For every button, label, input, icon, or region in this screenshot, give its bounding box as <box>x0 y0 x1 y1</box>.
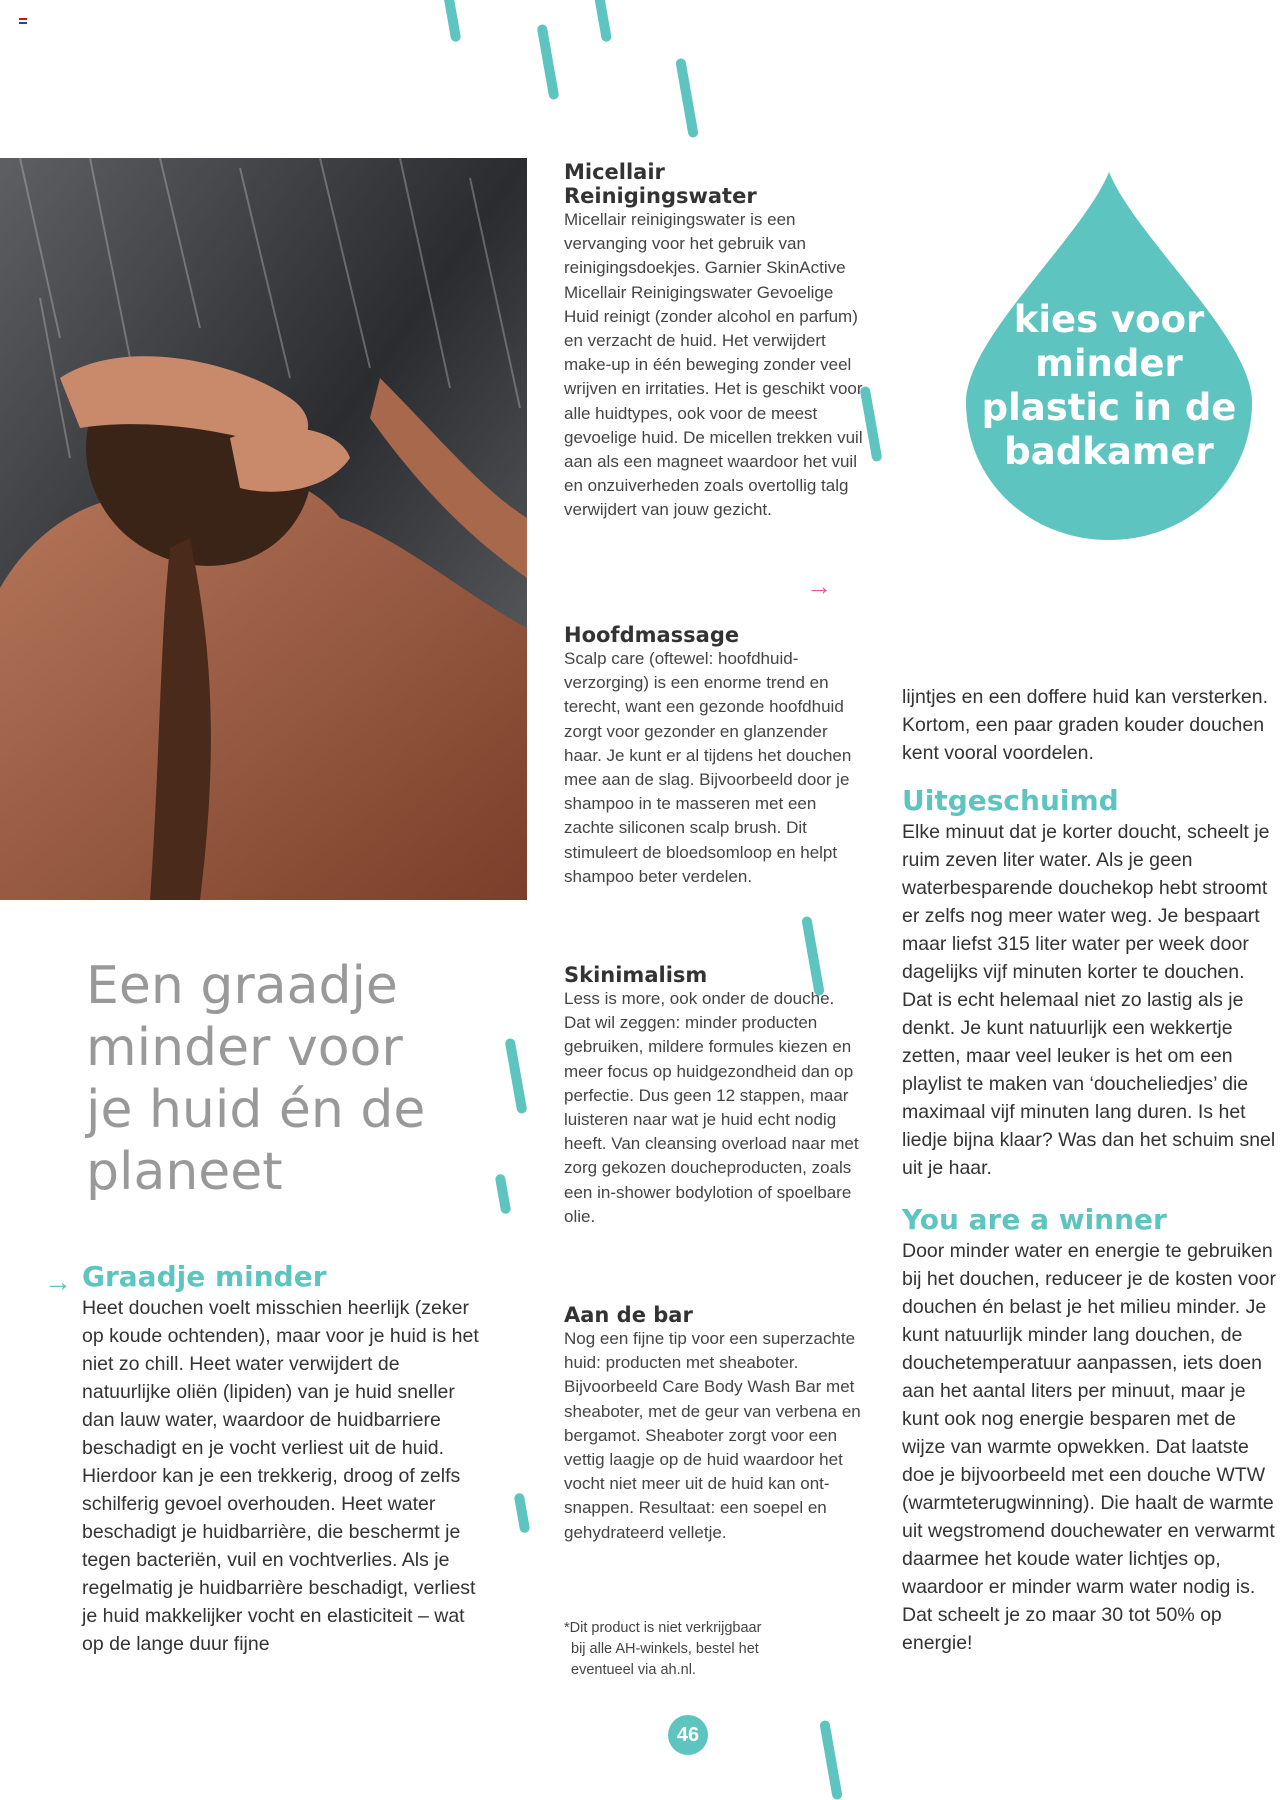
section-title: Skinimalism <box>564 963 708 987</box>
section-you-are-a-winner <box>902 1203 1278 1657</box>
section-hoofdmassage <box>564 623 864 889</box>
page-number: 46 <box>668 1715 708 1755</box>
water-drop-callout <box>966 168 1252 544</box>
footnote-line: bij alle AH-winkels, bestel het <box>571 1641 759 1657</box>
section-title: Micellair Reinigingswater <box>564 160 757 208</box>
col3-intro <box>902 683 1278 767</box>
footnote-line: eventueel via ah.nl. <box>571 1662 696 1678</box>
section-graadje-minder <box>82 1260 482 1658</box>
section-title: Uitgeschuimd <box>902 784 1119 817</box>
section-body: Heet douchen voelt misschien heerlijk (zeker op koude ochtenden), maar voor je huid is het niet zo chill. Heet water verwijdert de natuurlijke oliën (lipiden) van je huid sneller dan lauw water, waardoor de huidbarriere beschadigt en je vocht verliest uit de huid. Hierdoor kan je een trekkerig, droog of zelfs schilferig gevoel overhouden. Heet water beschadigt je huidbarrière, die beschermt je tegen bacteriën, vuil en vochtverlies. Als je regelmatig je huidbarrière beschadigt, verliest je huid makkelijker vocht en elasticiteit – wat op de lange duur fijne <box>82 1297 479 1655</box>
rain-dash-decoration <box>495 1173 512 1214</box>
dutch-flag-icon <box>19 18 27 24</box>
drop-text-line: kies voor <box>1013 298 1205 341</box>
drop-text-line: plastic in de <box>981 386 1237 429</box>
section-title: Hoofdmassage <box>564 623 740 647</box>
section-body: Nog een fijne tip voor een superzachte huid: producten met sheaboter. Bijvoorbeeld Care Body Wash Bar met sheaboter, met de geur van verbena en bergamot. Sheaboter zorgt voor een vettig laagje op de huid waardoor het vocht niet meer uit de huid kan ontsnappen. Resultaat: een soepel en gehydrateerd velletje. <box>564 1329 861 1542</box>
footnote <box>564 1618 824 1681</box>
rain-dash-decoration <box>514 1492 531 1533</box>
section-title: Graadje minder <box>82 1260 327 1293</box>
headline-line: minder voor <box>86 1018 403 1078</box>
section-body: lijntjes en een doffere huid kan versterken. Kortom, een paar graden kouder douchen kent vooral voordelen. <box>902 686 1269 764</box>
rain-dash-decoration <box>504 1038 527 1115</box>
section-body: Door minder water en energie te gebruiken bij het douchen, reduceer je de kosten voor douchen én belast je het milieu minder. Je kunt natuurlijk minder lang douchen, de douchetemperatuur aanpassen, iets doen aan het aantal liters per minuut, maar je kunt ook nog energie besparen met de wijze van warmte opwekken. Dat laatste doe je bijvoorbeeld met een douche WTW (warmteterugwinning). Die haalt de warmte uit wegstromend douchewater en verwarmt daarmee het koude water lichtjes op, waardoor er minder warm water nodig is. Dat scheelt je zo maar 30 tot 50% op energie! <box>902 1240 1276 1654</box>
rain-dash-decoration <box>536 24 559 101</box>
section-aan-de-bar <box>564 1303 864 1545</box>
section-uitgeschuimd <box>902 784 1278 1182</box>
section-micellair <box>564 160 864 523</box>
section-title: You are a winner <box>902 1203 1167 1236</box>
section-body: Scalp care (oftewel: hoofdhuidverzorging) is een enorme trend en terecht, want een gezonde hoofdhuid zorgt voor gezonder en glanzender haar. Je kunt er al tijdens het douchen mee aan de slag. Bijvoorbeeld door je shampoo in te masseren met een zachte siliconen scalp brush. Dit stimuleert de bloedsomloop en helpt shampoo beter verdelen. <box>564 649 852 886</box>
drop-text-line: minder <box>1035 342 1183 385</box>
headline-line: Een graadje <box>86 956 398 1016</box>
article-headline <box>86 955 486 1203</box>
section-body: Elke minuut dat je korter doucht, scheelt je ruim zeven liter water. Als je geen waterbesparende douchekop hebt stroomt er zelfs nog meer water weg. Je bespaart maar liefst 315 liter water per week door dagelijks vijf minuten korter te douchen. Dat is echt helemaal niet zo lastig als je denkt. Je kunt natuurlijk een wekkertje zetten, maar veel leuker is het om een playlist te maken van ‘doucheliedjes’ die maximaal vijf minuten lang duren. Is het liedje bijna klaar? Was dan het schuim snel uit je haar. <box>902 821 1276 1179</box>
headline-line: je huid én de <box>86 1080 426 1140</box>
rain-dash-decoration <box>675 58 699 139</box>
footnote-line: *Dit product is niet verkrijgbaar <box>564 1620 762 1636</box>
rain-dash-decoration <box>819 1720 843 1800</box>
arrow-right-icon: → <box>44 1266 72 1297</box>
woman-showering-photo <box>0 158 527 900</box>
section-title: Aan de bar <box>564 1303 693 1327</box>
rain-dash-decoration <box>594 0 612 43</box>
section-body: Less is more, ook onder de douche. Dat wil zeggen: minder producten gebruiken, mildere formules kiezen en meer focus op huidgezondheid dan op perfectie. Dus geen 12 stappen, maar luisteren naar wat je huid echt nodig heeft. Van cleansing overload naar met zorg gekozen doucheproducten, zoals een in-shower bodylotion of spoelbare olie. <box>564 989 859 1226</box>
section-skinimalism <box>564 963 864 1229</box>
drop-text-line: badkamer <box>1004 430 1214 473</box>
rain-dash-decoration <box>443 0 462 42</box>
headline-line: planeet <box>86 1142 283 1202</box>
arrow-right-icon: → <box>806 571 832 601</box>
section-body: Micellair reinigingswater is een vervanging voor het gebruik van reinigingsdoekjes. Garnier SkinActive Micellair Reinigingswater Gevoelige Huid reinigt (zonder alcohol en parfum) en verzacht de huid. Het verwijdert make-up in één beweging zonder veel wrijven en irritaties. Het is geschikt voor alle huidtypes, ook voor de meest gevoelige huid. De micellen trekken vuil aan als een magneet waardoor het vuil en onzuiverheden zoals overtollig talg verwijdert van jouw gezicht. <box>564 210 863 520</box>
